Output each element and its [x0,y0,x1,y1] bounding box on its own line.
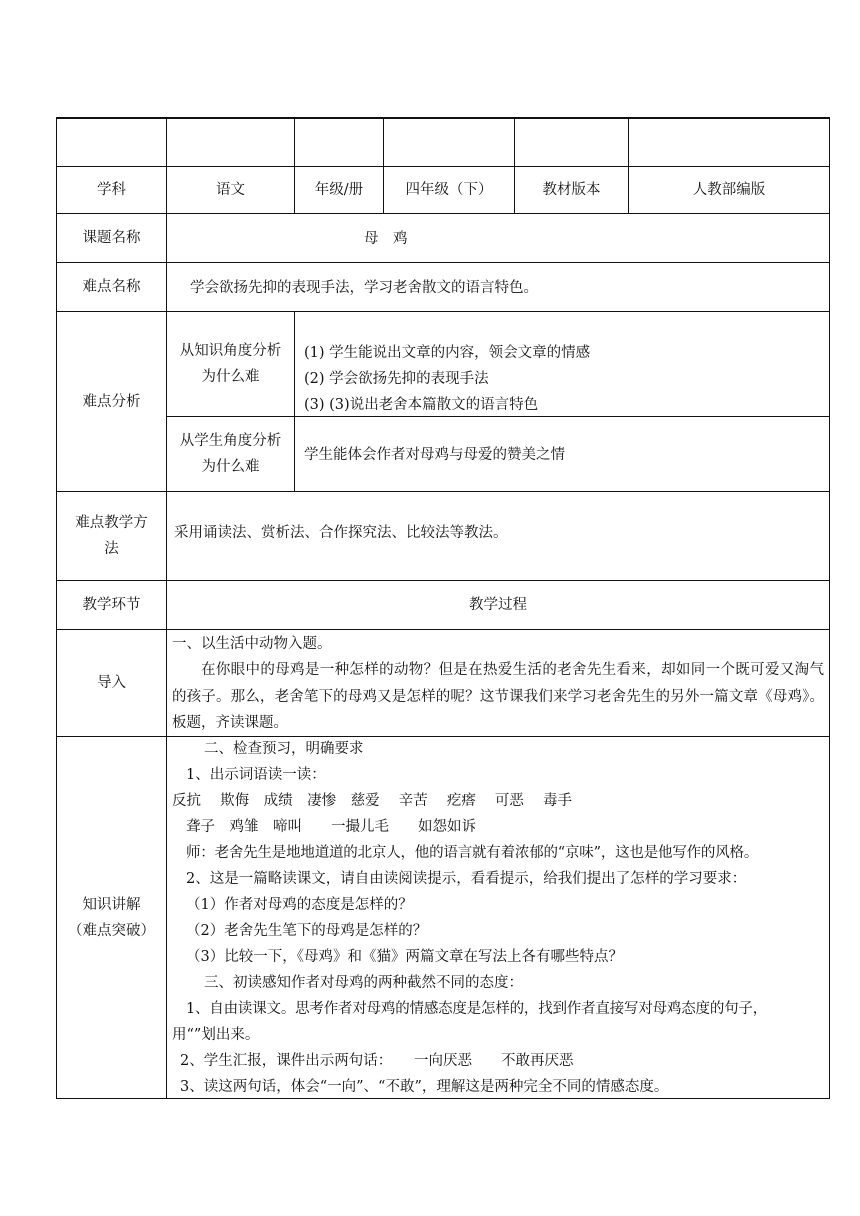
knowledge-point-2: (2) 学会欲扬先抑的表现手法 [304,371,489,387]
difficulty-analysis-label: 难点分析 [82,393,141,410]
row-line [56,262,830,263]
edition-value: 人教部编版 [692,182,766,198]
knowledge-point-3: (3) (3)说出老舍本篇散文的语言特色 [304,397,539,413]
knowledge-line-12: 用“”划出来。 [172,1027,260,1043]
method-label-line2: 法 [104,541,119,557]
row-line [56,213,830,214]
difficulty-name-label: 难点名称 [82,279,141,295]
subject-value: 语文 [216,182,245,198]
lesson-title-label: 课题名称 [82,230,141,246]
knowledge-line-8: （2）老舍先生笔下的母鸡是怎样的？ [186,923,428,939]
knowledge-line-4: 聋子 鸡雏 啼叫 一撮儿毛 如怨如诉 [186,819,476,835]
student-angle-value: 学生能体会作者对母鸡与母爱的赞美之情 [304,447,565,463]
lesson-title-value: 母 鸡 [364,231,408,247]
knowledge-label-line1: 知识讲解 [82,896,141,913]
knowledge-point-1: (1) 学生能说出文章的内容，领会文章的情感 [304,345,591,361]
edition-label: 教材版本 [542,182,601,198]
knowledge-line-9: （3）比较一下，《母鸡》和《猫》两篇文章在写法上各有哪些特点？ [186,949,623,965]
knowledge-line-2: 1、出示词语读一读： [186,767,326,783]
knowledge-line-3: 反抗 欺侮 成绩 凄惨 慈爱 辛苦 疙瘩 可恶 毒手 [172,793,573,809]
intro-label: 导入 [97,675,126,691]
knowledge-angle-label-line2: 为什么难 [201,369,260,385]
student-angle-label [167,417,294,491]
knowledge-line-10: 三、初读感知作者对母鸡的两种截然不同的态度： [204,975,523,991]
knowledge-line-11: 1、自由读课文。思考作者对母鸡的情感态度是怎样的，找到作者直接写对母鸡态度的句子， [186,1001,768,1017]
knowledge-label-line2: （难点突破） [68,922,155,939]
knowledge-line-13: 2、学生汇报，课件出示两句话： 一向厌恶 不敢再厌恶 [180,1053,574,1069]
knowledge-line-14: 3、读这两句话，体会“一向”、“不敢”，理解这是两种完全不同的情感态度。 [180,1079,669,1095]
table-border-top [56,117,830,119]
student-angle-label-line1: 从学生角度分析 [179,433,282,449]
method-label [57,492,166,580]
subject-label: 学科 [97,182,126,198]
knowledge-label [57,737,166,1098]
student-angle-label-line2: 为什么难 [201,459,260,475]
table-border-right [829,117,830,1099]
row-line [56,629,830,630]
grade-label: 年级/册 [314,182,364,198]
knowledge-line-5: 师：老舍先生是地地道道的北京人，他的语言就有着浓郁的“京味”，这也是他写作的风格。 [186,845,759,861]
row-line [56,491,830,492]
col-line [294,311,295,491]
process-label: 教学过程 [469,597,527,613]
difficulty-name-value: 学会欲扬先抑的表现手法，学习老舍散文的语言特色。 [190,280,538,296]
method-label-line1: 难点教学方 [75,515,148,531]
method-value: 采用诵读法、赏析法、合作探究法、比较法等教法。 [174,525,508,541]
knowledge-angle-label [167,312,294,416]
knowledge-line-6: 2、这是一篇略读课文，请自由读阅读提示，看看提示，给我们提出了怎样的学习要求： [186,871,747,887]
knowledge-angle-label-line1: 从知识角度分析 [179,343,282,359]
grade-value: 四年级（下） [405,182,493,198]
knowledge-line-7: （1）作者对母鸡的态度是怎样的？ [186,897,413,913]
stage-label: 教学环节 [82,597,141,613]
intro-heading: 一、以生活中动物入题。 [172,636,332,652]
intro-body: 在你眼中的母鸡是一种怎样的动物？但是在热爱生活的老舍先生看来，却如同一个既可爱又淘气的孩子。那么，老舍笔下的母鸡又是怎样的呢？这节课我们来学习老舍先生的另外一篇文章《母鸡》。板题，齐读课题。 [172,662,824,731]
knowledge-line-1: 二、检查预习，明确要求 [204,741,364,757]
